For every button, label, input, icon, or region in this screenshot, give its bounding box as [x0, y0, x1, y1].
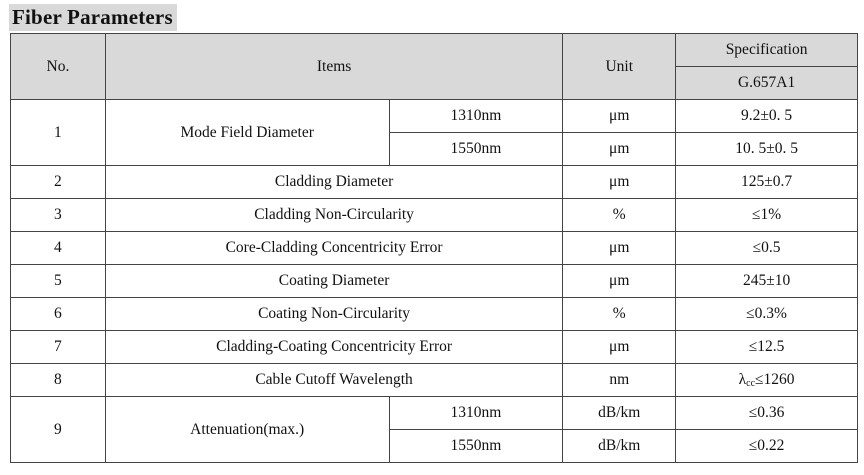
row-item: Coating Non-Circularity — [105, 298, 562, 331]
fiber-parameters-table — [10, 33, 858, 463]
table-row — [11, 199, 858, 232]
row-number: 7 — [11, 331, 106, 364]
row-unit: % — [563, 298, 676, 331]
table-row — [11, 298, 858, 331]
row-spec: 125±0.7 — [676, 166, 858, 199]
row-item: Mode Field Diameter — [105, 100, 389, 166]
row-number: 2 — [11, 166, 106, 199]
row-unit: μm — [563, 133, 676, 166]
table-header-row — [11, 34, 858, 67]
row-unit: μm — [563, 265, 676, 298]
row-wavelength: 1550nm — [389, 133, 563, 166]
row-wavelength: 1310nm — [389, 100, 563, 133]
row-spec: ≤0.36 — [676, 397, 858, 430]
lambda-subscript: cc — [746, 378, 756, 389]
row-item: Cladding Non-Circularity — [105, 199, 562, 232]
row-number: 6 — [11, 298, 106, 331]
row-item: Attenuation(max.) — [105, 397, 389, 463]
table-row — [11, 166, 858, 199]
row-spec: ≤0.22 — [676, 430, 858, 463]
header-unit: Unit — [563, 34, 676, 100]
row-unit: dB/km — [563, 397, 676, 430]
row-spec: 9.2±0. 5 — [676, 100, 858, 133]
row-spec: ≤0.3% — [676, 298, 858, 331]
row-spec: 10. 5±0. 5 — [676, 133, 858, 166]
lambda-symbol: λ — [738, 371, 747, 388]
table-row — [11, 232, 858, 265]
header-fiber-type: G.657A1 — [676, 67, 858, 100]
row-unit: nm — [563, 364, 676, 397]
row-unit: % — [563, 199, 676, 232]
table-row — [11, 265, 858, 298]
spec-value: ≤1260 — [755, 371, 795, 388]
row-wavelength: 1310nm — [389, 397, 563, 430]
row-wavelength: 1550nm — [389, 430, 563, 463]
table-row — [11, 364, 858, 397]
header-no: No. — [11, 34, 106, 100]
row-spec: ≤12.5 — [676, 331, 858, 364]
row-item: Coating Diameter — [105, 265, 562, 298]
row-unit: μm — [563, 331, 676, 364]
row-item: Cladding-Coating Concentricity Error — [105, 331, 562, 364]
row-spec: ≤0.5 — [676, 232, 858, 265]
row-unit: dB/km — [563, 430, 676, 463]
row-item: Cable Cutoff Wavelength — [105, 364, 562, 397]
row-item: Cladding Diameter — [105, 166, 562, 199]
row-unit: μm — [563, 232, 676, 265]
row-spec: 245±10 — [676, 265, 858, 298]
row-number: 8 — [11, 364, 106, 397]
header-specification: Specification — [676, 34, 858, 67]
row-number: 5 — [11, 265, 106, 298]
table-row — [11, 397, 858, 430]
table-row — [11, 100, 858, 133]
row-unit: μm — [563, 166, 676, 199]
row-unit: μm — [563, 100, 676, 133]
table-row — [11, 331, 858, 364]
row-number: 3 — [11, 199, 106, 232]
header-items: Items — [105, 34, 562, 100]
row-number: 1 — [11, 100, 106, 166]
row-number: 4 — [11, 232, 106, 265]
row-spec: ≤1% — [676, 199, 858, 232]
row-item: Core-Cladding Concentricity Error — [105, 232, 562, 265]
row-spec — [676, 364, 858, 397]
page-title: Fiber Parameters — [9, 4, 177, 31]
row-number: 9 — [11, 397, 106, 463]
